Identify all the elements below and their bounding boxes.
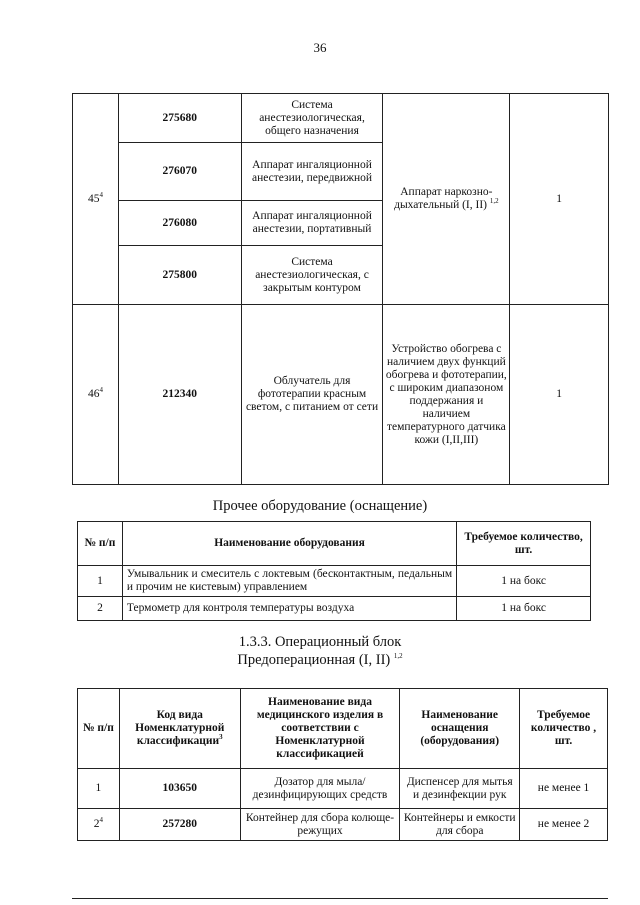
- page-bottom-rule: [72, 898, 608, 899]
- quantity-cell: 1: [510, 305, 609, 485]
- equipment-name-cell: Умывальник и смеситель с локтевым (бесконтактным, педальным и прочим не кистевым) управлением: [122, 566, 456, 597]
- header-quantity: Требуемое количество , шт.: [520, 689, 608, 769]
- equipment-cell: Устройство обогрева с наличием двух функций обогрева и фототерапии, с широким диапазоном поддержания и наличием температурного датчика кожи (I,II,III): [383, 305, 510, 485]
- equipment-name-cell: Термометр для контроля температуры воздуха: [122, 597, 456, 621]
- code-cell: 103650: [119, 769, 240, 809]
- code-cell: 276070: [118, 143, 241, 201]
- code-cell: 212340: [118, 305, 241, 485]
- quantity-cell: не менее 1: [520, 769, 608, 809]
- row-number: $46^4$: [73, 305, 119, 485]
- header-quantity: Требуемое количество, шт.: [457, 522, 591, 566]
- header-equipment-name: Наименование оборудования: [122, 522, 456, 566]
- preoperative-equipment-table: [77, 688, 608, 841]
- row-number: $45^4$: [73, 94, 119, 305]
- code-cell: 276080: [118, 201, 241, 246]
- other-equipment-table: [77, 521, 591, 621]
- subsection-heading: Предоперационная (I, II) $^{1,2}$: [237, 652, 403, 668]
- quantity-cell: 1 на бокс: [457, 597, 591, 621]
- header-number: № п/п: [78, 522, 123, 566]
- device-name-cell: Облучатель для фототерапии красным светом, с питанием от сети: [241, 305, 383, 485]
- code-cell: 275680: [118, 94, 241, 143]
- device-name-cell: Аппарат ингаляционной анестезии, передвижной: [241, 143, 383, 201]
- device-name-cell: Система анестезиологическая, с закрытым контуром: [241, 246, 383, 305]
- device-name-cell: Аппарат ингаляционной анестезии, портативный: [241, 201, 383, 246]
- device-name-cell: Дозатор для мыла/ дезинфицирующих средств: [240, 769, 400, 809]
- other-equipment-heading: Прочее оборудование (оснащение): [212, 498, 428, 514]
- equipment-table-continued: [72, 93, 609, 485]
- device-name-cell: Контейнер для сбора колюще-режущих: [240, 809, 400, 841]
- quantity-cell: 1: [510, 94, 609, 305]
- device-name-cell: Система анестезиологическая, общего назначения: [241, 94, 383, 143]
- quantity-cell: не менее 2: [520, 809, 608, 841]
- row-number: 1: [78, 566, 123, 597]
- page-number: 36: [313, 40, 327, 55]
- section-heading: 1.3.3. Операционный блок: [238, 634, 402, 650]
- equipment-cell: Аппарат наркозно-дыхательный (I, II) $^{1,2}$: [383, 94, 510, 305]
- row-number: 2: [78, 597, 123, 621]
- quantity-cell: 1 на бокс: [457, 566, 591, 597]
- header-device-name: Наименование вида медицинского изделия в соответствии с Номенклатурной классификацией: [240, 689, 400, 769]
- code-cell: 275800: [118, 246, 241, 305]
- row-number: 1: [78, 769, 120, 809]
- equipment-cell: Диспенсер для мытья и дезинфекции рук: [400, 769, 520, 809]
- equipment-cell: Контейнеры и емкости для сбора: [400, 809, 520, 841]
- header-code: Код вида Номенклатурной классификации$^3$: [119, 689, 240, 769]
- row-number: $2^4$: [78, 809, 120, 841]
- header-equipment: Наименование оснащения (оборудования): [400, 689, 520, 769]
- code-cell: 257280: [119, 809, 240, 841]
- header-number: № п/п: [78, 689, 120, 769]
